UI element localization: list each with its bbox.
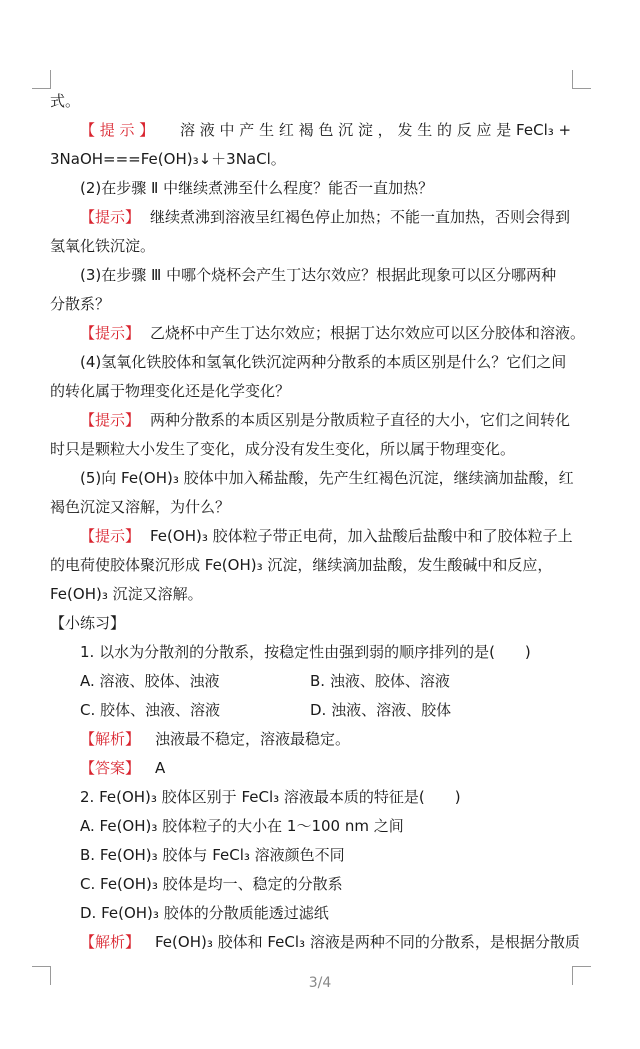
- option-d: D. Fe(OH)₃ 胶体的分散质能透过滤纸: [80, 904, 329, 922]
- text-line: 两种分散系的本质区别是分散质粒子直径的大小，它们之间转化: [150, 411, 571, 429]
- section-heading-practice: 【小练习】: [50, 614, 126, 632]
- text-line: 乙烧杯中产生丁达尔效应；根据丁达尔效应可以区分胶体和溶液。: [150, 324, 586, 342]
- text-line: 氢氧化铁沉淀。: [50, 237, 156, 255]
- text-line: 继续煮沸到溶液呈红褐色停止加热；不能一直加热，否则会得到: [150, 208, 571, 226]
- question-3: (3)在步骤 Ⅲ 中哪个烧杯会产生丁达尔效应？根据此现象可以区分哪两种: [80, 266, 557, 284]
- option-a: A. Fe(OH)₃ 胶体粒子的大小在 1～100 nm 之间: [80, 817, 404, 835]
- option-c: C. 胶体、浊液、溶液: [80, 701, 221, 719]
- question-2: (2)在步骤 Ⅱ 中继续煮沸至什么程度？能否一直加热？: [80, 179, 434, 197]
- practice-question-1: 1. 以水为分散剂的分散系，按稳定性由强到弱的顺序排列的是( ): [80, 643, 531, 661]
- text-line: 式。: [50, 92, 81, 110]
- hint-label: 【提示】: [80, 324, 141, 342]
- option-d: D. 浊液、溶液、胶体: [310, 701, 452, 719]
- text-line: 的电荷使胶体聚沉形成 Fe(OH)₃ 沉淀，继续滴加盐酸，发生酸碱中和反应，: [50, 556, 553, 574]
- hint-label: 【提示】: [80, 208, 141, 226]
- analysis-text: Fe(OH)₃ 胶体和 FeCl₃ 溶液是两种不同的分散系，是根据分散质: [155, 933, 580, 951]
- text-line: Fe(OH)₃ 胶体粒子带正电荷，加入盐酸后盐酸中和了胶体粒子上: [150, 527, 573, 545]
- page-number: 3/4: [308, 975, 332, 991]
- text-line: Fe(OH)₃ 沉淀又溶解。: [50, 585, 203, 603]
- text-line: 的转化属于物理变化还是化学变化？: [50, 382, 291, 400]
- crop-mark-top-right: [572, 70, 591, 89]
- text-line: 溶 液 中 产 生 红 褐 色 沉 淀 ， 发 生 的 反 应 是 FeCl₃ +: [180, 121, 572, 139]
- text-line: 3NaOH===Fe(OH)₃↓＋3NaCl。: [50, 150, 286, 168]
- question-4: (4)氢氧化铁胶体和氢氧化铁沉淀两种分散系的本质区别是什么？它们之间: [80, 353, 567, 371]
- hint-label: 【提示】: [80, 527, 141, 545]
- option-b: B. 浊液、胶体、溶液: [310, 672, 450, 690]
- analysis-label: 【解析】: [80, 933, 141, 951]
- text-line: 时只是颗粒大小发生了变化，成分没有发生变化，所以属于物理变化。: [50, 440, 516, 458]
- text-line: 褐色沉淀又溶解，为什么？: [50, 498, 231, 516]
- option-c: C. Fe(OH)₃ 胶体是均一、稳定的分散系: [80, 875, 343, 893]
- analysis-text: 浊液最不稳定，溶液最稳定。: [155, 730, 351, 748]
- option-a: A. 溶液、胶体、浊液: [80, 672, 220, 690]
- question-5: (5)向 Fe(OH)₃ 胶体中加入稀盐酸，先产生红褐色沉淀，继续滴加盐酸，红: [80, 469, 574, 487]
- crop-mark-top-left: [32, 70, 51, 89]
- option-b: B. Fe(OH)₃ 胶体与 FeCl₃ 溶液颜色不同: [80, 846, 345, 864]
- hint-label: 【提示】: [80, 411, 141, 429]
- practice-question-2: 2. Fe(OH)₃ 胶体区别于 FeCl₃ 溶液最本质的特征是( ): [80, 788, 461, 806]
- analysis-label: 【解析】: [80, 730, 141, 748]
- text-line: 分散系？: [50, 295, 111, 313]
- answer-label: 【答案】: [80, 759, 141, 777]
- hint-label: 【 提 示 】: [80, 121, 155, 139]
- answer-text: A: [155, 759, 166, 777]
